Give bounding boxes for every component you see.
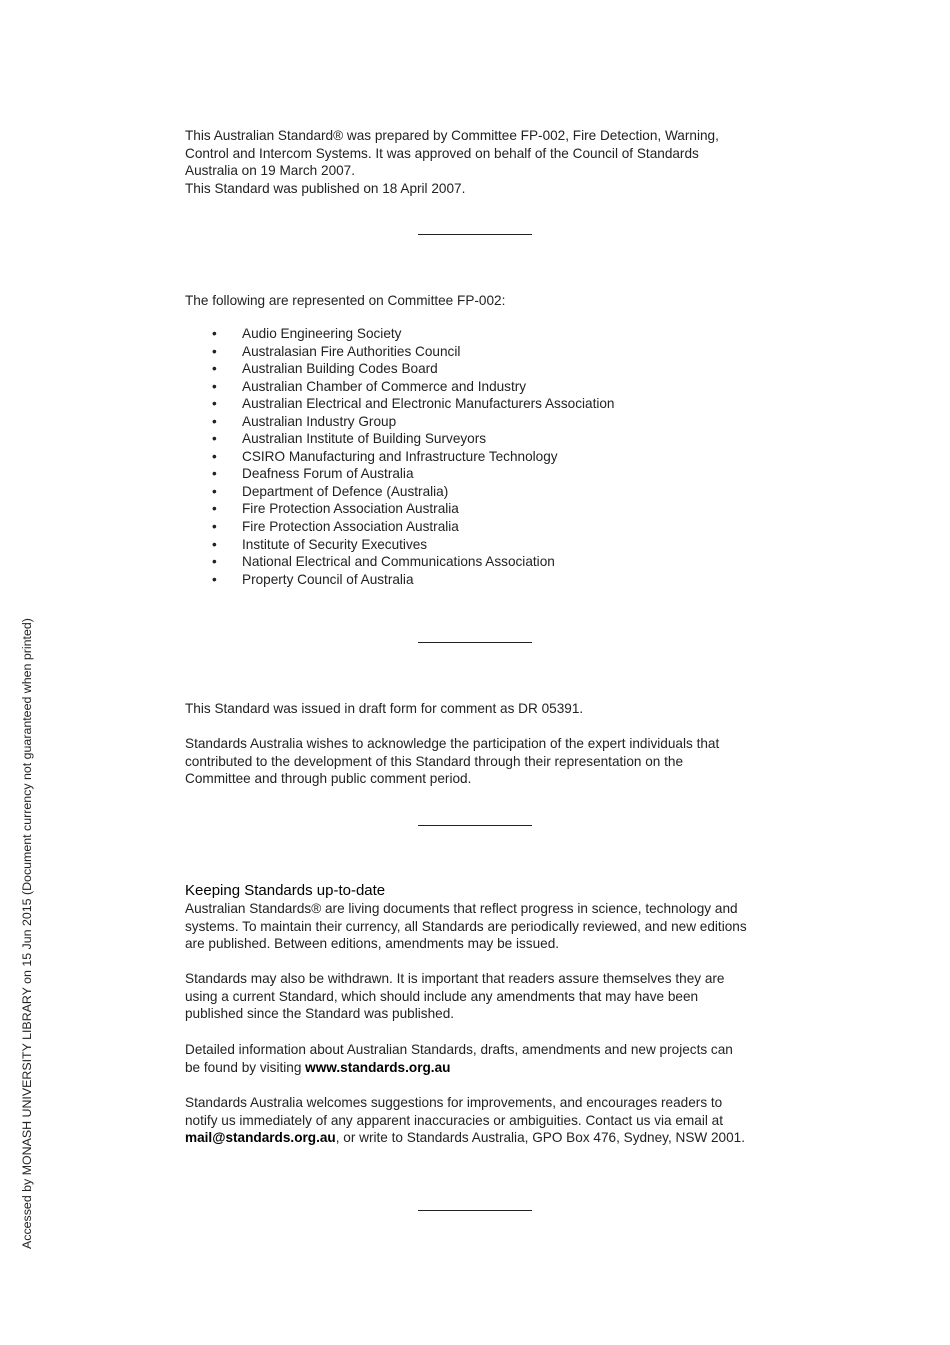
list-item: • Fire Protection Association Australia xyxy=(212,501,459,517)
information-line-1: Detailed information about Australian Standards, drafts, amendments and new projects can xyxy=(185,1042,733,1057)
publication-date-line: This Standard was published on 18 April 2007. xyxy=(185,180,466,196)
bullet-icon: • xyxy=(212,501,217,517)
committee-member-list xyxy=(185,325,615,588)
withdrawn-paragraph xyxy=(185,970,770,1023)
bullet-icon: • xyxy=(212,343,217,359)
bullet-icon: • xyxy=(212,519,217,535)
bullet-icon: • xyxy=(212,378,217,394)
withdrawn-line-2: using a current Standard, which should include any amendments that may have been xyxy=(185,988,699,1004)
list-item: • Australian Building Codes Board xyxy=(212,361,438,377)
living-documents-line-1: Australian Standards® are living documents that reflect progress in science, technology and xyxy=(185,901,738,916)
preparation-line-2: Control and Intercom Systems. It was approved on behalf of the Council of Standards xyxy=(185,145,699,161)
list-item: • CSIRO Manufacturing and Infrastructure Technology xyxy=(212,448,558,464)
section-divider-2 xyxy=(418,642,532,643)
suggestions-paragraph xyxy=(185,1094,770,1147)
list-item: • Institute of Security Executives xyxy=(212,536,428,552)
bullet-icon: • xyxy=(212,448,217,464)
suggestions-line-1: Standards Australia welcomes suggestions for improvements, and encourages readers to xyxy=(185,1095,723,1110)
withdrawn-line-3: published since the Standard was published. xyxy=(185,1006,455,1021)
living-documents-line-3: are published. Between editions, amendments may be issued. xyxy=(185,936,560,951)
committee-intro-text: The following are represented on Committee FP-002: xyxy=(185,293,506,308)
list-item: • Australian Electrical and Electronic Manufacturers Association xyxy=(212,396,615,412)
list-item: • Audio Engineering Society xyxy=(212,326,402,341)
information-line-2: be found by visiting www.standards.org.au xyxy=(185,1059,451,1075)
access-watermark: Accessed by MONASH UNIVERSITY LIBRARY on 15 Jun 2015 (Document currency not guaranteed when printed) xyxy=(20,618,34,1249)
bullet-icon: • xyxy=(212,536,217,552)
website-link[interactable]: www.standards.org.au xyxy=(305,1059,451,1075)
list-item: • Deafness Forum of Australia xyxy=(212,466,414,482)
bullet-icon: • xyxy=(212,466,217,482)
list-item: • Department of Defence (Australia) xyxy=(212,483,449,499)
acknowledgement-line-2: contributed to the development of this Standard through their representation on the xyxy=(185,753,684,769)
section-divider-3 xyxy=(418,825,532,826)
suggestions-line-3: mail@standards.org.au, or write to Standards Australia, GPO Box 476, Sydney, NSW 2001. xyxy=(185,1130,746,1145)
list-item: • Fire Protection Association Australia xyxy=(212,519,459,535)
committee-intro xyxy=(185,292,770,310)
draft-statement xyxy=(185,700,770,718)
list-item: • Property Council of Australia xyxy=(212,571,414,587)
bullet-icon: • xyxy=(212,396,217,412)
keeping-up-to-date-section xyxy=(185,882,770,953)
suggestions-line-2: notify us immediately of any apparent inaccuracies or ambiguities. Contact us via email at xyxy=(185,1112,723,1128)
list-item: • Australasian Fire Authorities Council xyxy=(212,343,461,359)
information-paragraph xyxy=(185,1041,770,1076)
acknowledgement-line-3: Committee and through public comment period. xyxy=(185,771,472,786)
bullet-icon: • xyxy=(212,571,217,587)
email-link[interactable]: mail@standards.org.au xyxy=(185,1130,336,1145)
bullet-icon: • xyxy=(212,554,217,570)
preparation-line-3: Australia on 19 March 2007. xyxy=(185,163,356,178)
acknowledgement-line-1: Standards Australia wishes to acknowledge the participation of the expert individuals that xyxy=(185,736,720,751)
withdrawn-line-1: Standards may also be withdrawn. It is important that readers assure themselves they are xyxy=(185,971,725,986)
bullet-icon: • xyxy=(212,361,217,377)
section-divider-4 xyxy=(418,1210,532,1211)
draft-issued-text: This Standard was issued in draft form for comment as DR 05391. xyxy=(185,701,584,716)
bullet-icon: • xyxy=(212,326,217,341)
list-item: • Australian Institute of Building Surveyors xyxy=(212,431,487,447)
bullet-icon: • xyxy=(212,413,217,429)
list-item: • Australian Industry Group xyxy=(212,413,397,429)
bullet-icon: • xyxy=(212,483,217,499)
living-documents-line-2: systems. To maintain their currency, all Standards are periodically reviewed, and new editions xyxy=(185,918,747,934)
preparation-statement xyxy=(185,127,770,197)
list-item: • Australian Chamber of Commerce and Industry xyxy=(212,378,527,394)
bullet-icon: • xyxy=(212,431,217,447)
section-heading: Keeping Standards up-to-date xyxy=(185,882,386,899)
section-divider-1 xyxy=(418,234,532,235)
preparation-line-1: This Australian Standard® was prepared by Committee FP-002, Fire Detection, Warning, xyxy=(185,128,719,143)
acknowledgement-paragraph xyxy=(185,735,770,788)
list-item: • National Electrical and Communications Association xyxy=(212,554,555,570)
